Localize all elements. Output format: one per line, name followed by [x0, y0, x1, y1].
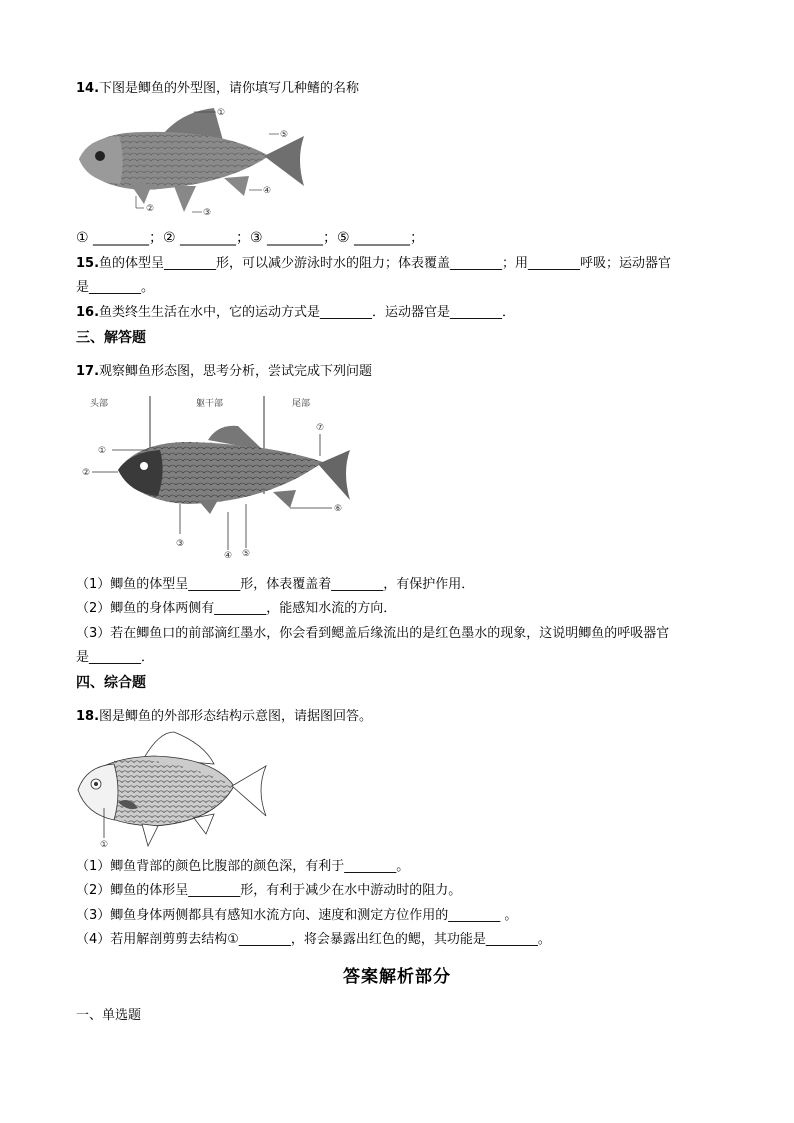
q17-label-4: ④ — [224, 551, 233, 561]
q18-anal-fin — [194, 814, 214, 834]
q17-sub-2: （2）鲫鱼的身体两侧有________，能感知水流的方向． — [76, 601, 397, 616]
q17-fish-figure — [78, 392, 358, 562]
q16-line — [76, 304, 515, 322]
q15-text-1: 鱼的体型呈________形，可以减少游泳时水的阻力；体表覆盖________；用________呼吸；运动器官 — [99, 256, 672, 271]
q17-label-5: ⑤ — [242, 549, 251, 559]
q18-pelvic-fin — [142, 824, 158, 846]
section-1-heading: 一、单选题 — [76, 1008, 142, 1023]
q18-fish-figure — [74, 730, 270, 850]
q17-label-2: ② — [82, 468, 91, 478]
fish-eye — [95, 151, 105, 161]
q17-tail-fin — [318, 450, 350, 500]
q18-stem — [76, 708, 372, 726]
q14-stem — [76, 80, 359, 98]
q17-label-1: ① — [98, 446, 107, 456]
q18-label-1: ① — [100, 840, 109, 850]
q18-fish-scales — [114, 760, 234, 826]
q18-sub-3: （3）鲫鱼身体两侧都具有感知水流方向、速度和测定方位作用的________ 。 — [76, 908, 518, 923]
q14-number: 14. — [76, 81, 100, 96]
q16-text: 鱼类终生生活在水中，它的运动方式是________．运动器官是________． — [99, 305, 516, 320]
q17-fish-head — [118, 450, 163, 496]
q17-label-3: ③ — [176, 539, 185, 549]
pelvic-fin-shape — [174, 186, 196, 212]
q17-number: 17. — [76, 364, 100, 379]
q18-text: 图是鲫鱼的外部形态结构示意图，请据图回答。 — [99, 709, 373, 724]
q18-sub-2: （2）鲫鱼的体形呈________形，有利于减少在水中游动时的阻力。 — [76, 883, 462, 898]
q17-header-trunk: 躯干部 — [196, 399, 224, 409]
q15-line-2: 是________。 — [76, 280, 155, 295]
q17-sub-3b: 是________． — [76, 650, 155, 665]
q15-number: 15. — [76, 256, 100, 271]
q17-sub-3a: （3）若在鲫鱼口的前部滴红墨水，你会看到鳃盖后缘流出的是红色墨水的现象，这说明鲫鱼的呼吸器官 — [76, 626, 670, 641]
section-4-heading: 四、综合题 — [76, 675, 146, 691]
q18-sub-1: （1）鲫鱼背部的颜色比腹部的颜色深，有利于________。 — [76, 859, 410, 874]
answer-section-title: 答案解析部分 — [343, 967, 451, 987]
q18-fish-head — [78, 764, 118, 820]
q17-sub-1: （1）鲫鱼的体型呈________形，体表覆盖着________，有保护作用． — [76, 577, 475, 592]
q14-label-1: ① — [217, 108, 226, 118]
q14-label-3: ③ — [203, 208, 212, 218]
q18-tail-fin — [232, 766, 266, 816]
q14-label-5: ⑤ — [280, 130, 289, 140]
tail-fin-shape — [264, 136, 304, 186]
pectoral-fin-shape — [129, 182, 152, 204]
q16-number: 16. — [76, 305, 100, 320]
q17-anal-fin — [273, 490, 296, 508]
q17-stem — [76, 363, 372, 381]
q17-label-6: ⑥ — [334, 504, 343, 514]
q15-line-1 — [76, 255, 671, 273]
q14-label-4: ④ — [263, 186, 272, 196]
q17-pelvic-fin — [198, 500, 218, 514]
q14-label-2: ② — [146, 204, 155, 214]
q17-label-7: ⑦ — [316, 423, 325, 433]
q14-answer-line: ① ________；② ________；③ ________；⑤ ________； — [76, 230, 425, 246]
section-3-heading: 三、解答题 — [76, 330, 146, 346]
q17-text: 观察鲫鱼形态图，思考分析，尝试完成下列问题 — [99, 364, 373, 379]
q18-number: 18. — [76, 709, 100, 724]
anal-fin-shape — [224, 176, 249, 196]
q14-text: 下图是鲫鱼的外型图，请你填写几种鳍的名称 — [99, 81, 360, 96]
q17-fish-eye — [140, 462, 148, 470]
q14-fish-figure — [74, 104, 314, 222]
q17-header-tail: 尾部 — [292, 399, 311, 409]
q18-sub-4: （4）若用解剖剪剪去结构①________，将会暴露出红色的鳃，其功能是________。 — [76, 932, 551, 947]
q17-header-head: 头部 — [90, 399, 109, 409]
